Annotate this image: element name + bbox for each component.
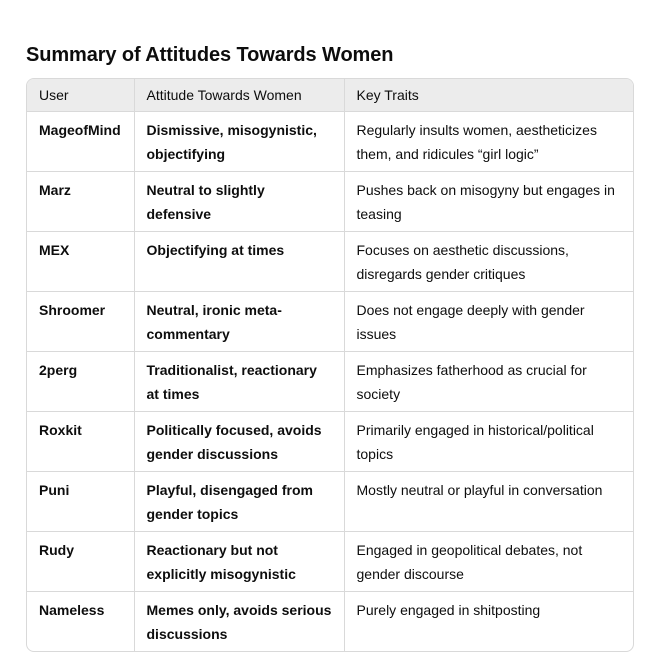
cell-traits: Emphasizes fatherhood as crucial for society (344, 352, 633, 412)
column-header-user: User (27, 79, 134, 112)
table-header (27, 79, 633, 112)
cell-attitude: Objectifying at times (134, 232, 344, 292)
cell-user: Shroomer (27, 292, 134, 352)
cell-user: Marz (27, 172, 134, 232)
cell-attitude: Neutral to slightly defensive (134, 172, 344, 232)
cell-attitude: Memes only, avoids serious discussions (134, 592, 344, 652)
table-row (27, 292, 633, 352)
cell-traits: Regularly insults women, aestheticizes them, and ridicules “girl logic” (344, 112, 633, 172)
header-row (27, 79, 633, 112)
table-row (27, 532, 633, 592)
cell-traits: Primarily engaged in historical/political topics (344, 412, 633, 472)
cell-user: Rudy (27, 532, 134, 592)
cell-user: 2perg (27, 352, 134, 412)
table-row (27, 172, 633, 232)
summary-table-container (26, 78, 634, 652)
cell-attitude: Reactionary but not explicitly misogynistic (134, 532, 344, 592)
cell-attitude: Playful, disengaged from gender topics (134, 472, 344, 532)
cell-traits: Focuses on aesthetic discussions, disregards gender critiques (344, 232, 633, 292)
cell-user: Nameless (27, 592, 134, 652)
cell-traits: Does not engage deeply with gender issues (344, 292, 633, 352)
cell-user: Roxkit (27, 412, 134, 472)
summary-table (27, 79, 633, 651)
cell-attitude: Traditionalist, reactionary at times (134, 352, 344, 412)
cell-traits: Mostly neutral or playful in conversation (344, 472, 633, 532)
cell-user: Puni (27, 472, 134, 532)
cell-traits: Purely engaged in shitposting (344, 592, 633, 652)
table-row (27, 592, 633, 652)
column-header-attitude: Attitude Towards Women (134, 79, 344, 112)
table-row (27, 232, 633, 292)
table-row (27, 412, 633, 472)
table-row (27, 352, 633, 412)
cell-attitude: Politically focused, avoids gender discussions (134, 412, 344, 472)
cell-user: MEX (27, 232, 134, 292)
cell-attitude: Neutral, ironic meta-commentary (134, 292, 344, 352)
table-row (27, 112, 633, 172)
column-header-traits: Key Traits (344, 79, 633, 112)
cell-user: MageofMind (39, 122, 121, 138)
table-body (27, 112, 633, 652)
cell-traits: Engaged in geopolitical debates, not gender discourse (344, 532, 633, 592)
table-row (27, 472, 633, 532)
cell-traits: Pushes back on misogyny but engages in teasing (344, 172, 633, 232)
cell-attitude: Dismissive, misogynistic, objectifying (134, 112, 344, 172)
page-title: Summary of Attitudes Towards Women (26, 44, 394, 66)
